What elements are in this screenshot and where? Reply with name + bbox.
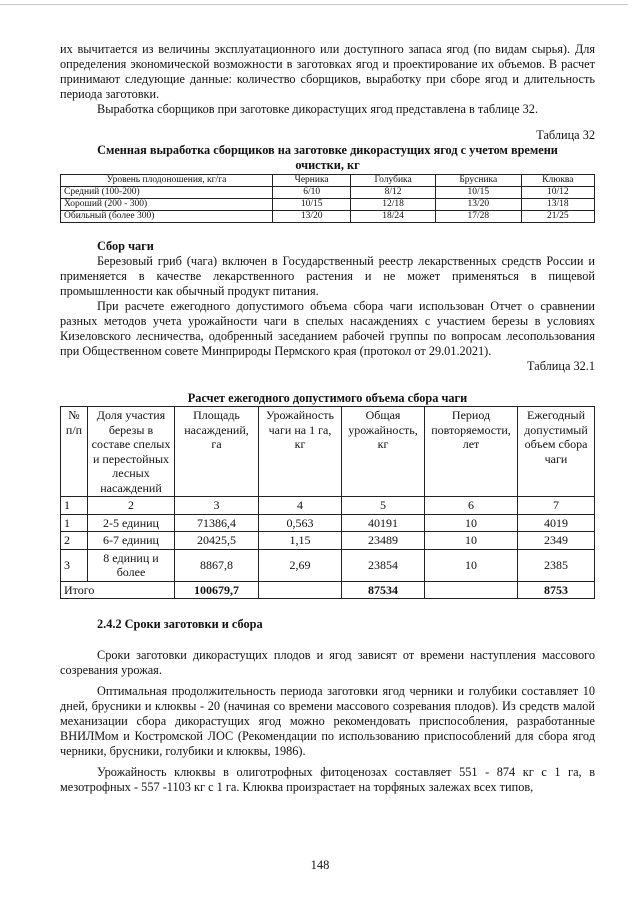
- table321-cell: 8867,8: [175, 549, 259, 581]
- table32-cell: 10/15: [435, 187, 521, 199]
- table32-cell: Средний (100-200): [61, 187, 273, 199]
- table321-cell: 10: [425, 532, 518, 550]
- table321-total-label: Итого: [61, 581, 175, 599]
- page-number: 148: [310, 858, 330, 872]
- table321-header-cell: Площадь насаждений, га: [175, 407, 259, 497]
- table321-cell: 2: [61, 532, 88, 550]
- chaga-heading: Сбор чаги: [97, 239, 154, 253]
- table321-cell: 1: [61, 497, 88, 515]
- table321-cell: 2385: [518, 549, 595, 581]
- table321-cell-empty: [259, 581, 342, 599]
- table321-cell: 23489: [342, 532, 425, 550]
- table321-header-row: [61, 407, 595, 497]
- table32-header-cell: Брусника: [435, 175, 521, 187]
- table321-number-row: [61, 497, 595, 515]
- section-242-paragraph-1: Сроки заготовки дикорастущих плодов и ягод зависят от времени наступления массового созревания урожая.: [60, 648, 595, 677]
- table32-cell: 12/18: [351, 199, 436, 211]
- intro-paragraph-1: их вычитается из величины эксплуатационного или доступного запаса ягод (по видам сырья). Для определения экономической возможности в заготовках ягод и проектирование их объемов. В расчет принимают следующие данные: количество сборщиков, выработку при сборе ягод и длительность периода заготовки.: [60, 42, 595, 101]
- table32-cell: Обильный (более 300): [61, 211, 273, 223]
- section-242-paragraph-2: Оптимальная продолжительность периода заготовки ягод черники и голубики составляет 10 дней, брусники и клюквы - 20 (начиная со времени массового созревания плодов). Из средств малой механизации сбора дикорастущих ягод можно рекомендовать приспособления, разработанные ВНИЛМом и Костромской ЛОС (Рекомендации по использованию приспособлений для сбора ягод черники, брусники, голубики и клюквы, 1986).: [60, 684, 595, 758]
- table321-cell: 3: [175, 497, 259, 515]
- table32-cell: 10/12: [521, 187, 594, 199]
- table-row: [61, 514, 595, 532]
- table32-cell: 8/12: [351, 187, 436, 199]
- table-row: [61, 532, 595, 550]
- table321-cell: 23854: [342, 549, 425, 581]
- table321-cell: 6-7 единиц: [88, 532, 175, 550]
- table321-header-cell: Период повторяемости, лет: [425, 407, 518, 497]
- table-row: [61, 211, 595, 223]
- table32-cell: 17/28: [435, 211, 521, 223]
- table32-header-cell: Голубика: [351, 175, 436, 187]
- table321-cell: 20425,5: [175, 532, 259, 550]
- table-row: [61, 199, 595, 211]
- table321-cell: 0,563: [259, 514, 342, 532]
- table321-header-cell: Доля участия березы в составе спелых и перестойных лесных насаждений: [88, 407, 175, 497]
- table-row: [61, 549, 595, 581]
- table321-cell: 2: [88, 497, 175, 515]
- table321-total-row: [61, 581, 595, 599]
- table321-label: Таблица 32.1: [527, 359, 595, 373]
- table321-total-yield: 87534: [342, 581, 425, 599]
- table32-cell: 18/24: [351, 211, 436, 223]
- table-row: [61, 187, 595, 199]
- table321-cell: 1: [61, 514, 88, 532]
- table321-cell: 10: [425, 549, 518, 581]
- table321-cell: 2,69: [259, 549, 342, 581]
- table321-header-cell: Урожайность чаги на 1 га, кг: [259, 407, 342, 497]
- chaga-paragraph-1: Березовый гриб (чага) включен в Государственный реестр лекарственных средств России и применяется в качестве лекарственного растения и не может применяться в пищевой промышленности как обычный продукт питания.: [60, 254, 595, 298]
- section-242-paragraph-3: Урожайность клюквы в олиготрофных фитоценозах составляет 551 - 874 кг с 1 га, в мезотрофных - 557 -1103 кг с 1 га. Клюква произрастает на торфяных залежах всех типов,: [60, 765, 595, 794]
- table321-cell: 7: [518, 497, 595, 515]
- table32-header-cell: Клюква: [521, 175, 594, 187]
- table32-header-cell: Уровень плодоношения, кг/га: [61, 175, 273, 187]
- table321-cell-empty: [425, 581, 518, 599]
- table32-cell: 13/18: [521, 199, 594, 211]
- table321-header-cell: Ежегодный допустимый объем сбора чаги: [518, 407, 595, 497]
- table32-cell: 6/10: [273, 187, 351, 199]
- table321-cell: 4: [259, 497, 342, 515]
- document-page: [60, 42, 595, 795]
- table321-header-cell: Общая урожайность, кг: [342, 407, 425, 497]
- intro-paragraph-2: Выработка сборщиков при заготовке дикорастущих ягод представлена в таблице 32.: [97, 102, 539, 116]
- table32-cell: 10/15: [273, 199, 351, 211]
- table32-label: Таблица 32: [536, 128, 595, 142]
- table32-cell: Хороший (200 - 300): [61, 199, 273, 211]
- table321-cell: 6: [425, 497, 518, 515]
- table32-header-cell: Черника: [273, 175, 351, 187]
- table321-header-cell: № п/п: [61, 407, 88, 497]
- table321-cell: 8 единиц и более: [88, 549, 175, 581]
- table321-cell: 71386,4: [175, 514, 259, 532]
- table321-title: Расчет ежегодного допустимого объема сбора чаги: [187, 391, 468, 405]
- table321-cell: 2349: [518, 532, 595, 550]
- table32-cell: 13/20: [273, 211, 351, 223]
- top-rule: [0, 4, 628, 5]
- table321-cell: 5: [342, 497, 425, 515]
- table321-cell: 4019: [518, 514, 595, 532]
- table321-cell: 40191: [342, 514, 425, 532]
- table32-header-row: [61, 175, 595, 187]
- chaga-paragraph-2: При расчете ежегодного допустимого объема сбора чаги использован Отчет о сравнении разных методов учета урожайности чаги в спелых насаждениях с участием березы в условиях Кизеловского лесничества, одобренный заседанием рабочей группы по вопросам лесопользования при Общественном совете Минприроды Пермского края (протокол от 29.01.2021).: [60, 299, 595, 358]
- table32: [60, 174, 595, 223]
- table321-total-area: 100679,7: [175, 581, 259, 599]
- table32-title: Сменная выработка сборщиков на заготовке дикорастущих ягод с учетом времени очистки, кг: [97, 143, 558, 172]
- table321-cell: 1,15: [259, 532, 342, 550]
- section-242-heading: 2.4.2 Сроки заготовки и сбора: [97, 617, 263, 631]
- table32-cell: 21/25: [521, 211, 594, 223]
- table321-cell: 10: [425, 514, 518, 532]
- table321: [60, 406, 595, 599]
- table321-total-annual: 8753: [518, 581, 595, 599]
- table321-cell: 3: [61, 549, 88, 581]
- table321-cell: 2-5 единиц: [88, 514, 175, 532]
- table32-cell: 13/20: [435, 199, 521, 211]
